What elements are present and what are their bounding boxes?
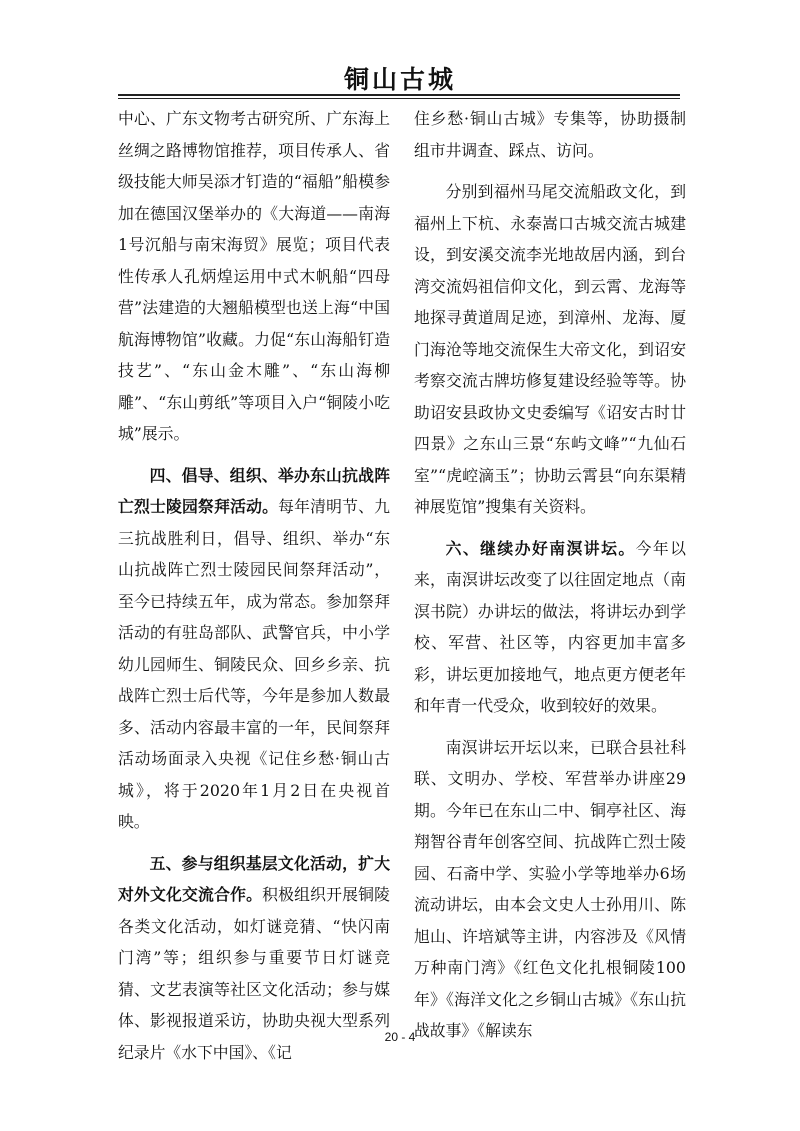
paragraph: 住乡愁·铜山古城》专集等，协助摄制组市井调查、踩点、访问。: [414, 109, 686, 160]
right-column: [414, 103, 686, 1047]
paragraph: [118, 460, 390, 838]
paragraph: 中心、广东文物考古研究所、广东海上丝绸之路博物馆推荐，项目传承人、省级技能大师吴添才钉造的“福船”船模参加在德国汉堡举办的《大海道——南海1号沉船与南宋海贸》展览；项目代表性传承人孔炳煌运用中式木帆船“四母营”法建造的大翘船模型也送上海“中国航海博物馆”收藏。力促“东山海船钉造技艺”、“东山金木雕”、“东山海柳雕”、“东山剪纸”等项目入户“铜陵小吃城”展示。: [118, 109, 390, 443]
paragraph-body: 每年清明节、九三抗战胜利日，倡导、组织、举办“东山抗战阵亡烈士陵园民间祭拜活动”，至今已持续五年，成为常态。参加祭拜活动的有驻岛部队、武警官兵，中小学幼儿园师生、铜陵民众、回乡乡亲、抗战阵亡烈士后代等，今年是参加人数最多、活动内容最丰富的一年，民间祭拜活动场面录入央视《记住乡愁·铜山古城》，将于2020年1月2日在央视首映。: [118, 497, 390, 831]
paragraph: 南溟讲坛开坛以来，已联合县社科联、文明办、学校、军营举办讲座29期。今年已在东山二中、铜亭社区、海翔智谷青年创客空间、抗战阵亡烈士陵园、石斋中学、实验小学等地举办6场流动讲坛，由本会文史人士孙用川、陈旭山、许培斌等主讲，内容涉及《风情万种南门湾》《红色文化扎根铜陵100年》《海洋文化之乡铜山古城》《东山抗战故事》《解读东: [414, 737, 686, 1040]
page-header-title: 铜山古城: [343, 65, 456, 94]
section-heading: 五、参与组织基层文化活动，扩大对外文化交流合作。: [118, 853, 390, 904]
paragraph: [414, 533, 686, 722]
page-number: 20 - 4: [384, 1030, 416, 1044]
header-rule-thick: [118, 94, 680, 96]
section-heading: 四、倡导、组织、举办东山抗战阵亡烈士陵园祭拜活动。: [118, 465, 390, 516]
section-heading: 六、继续办好南溟讲坛。: [445, 538, 636, 558]
header-rule-thin: [118, 98, 680, 99]
paragraph-body: 今年以来，南溟讲坛改变了以往固定地点（南溟书院）办讲坛的做法，将讲坛办到学校、军营、社区等，内容更加丰富多彩，讲坛更加接地气，地点更方便老年和年青一代受众，收到较好的效果。: [414, 538, 686, 715]
paragraph-body: 积极组织开展铜陵各类文化活动，如灯谜竞猜、“快闪南门湾”等；组织参与重要节日灯谜竞猜、文艺表演等社区文化活动；参与媒体、影视报道采访，协助央视大型系列纪录片《水下中国》、《记: [118, 885, 390, 1062]
paragraph: 分别到福州马尾交流船政文化，到福州上下杭、永泰嵩口古城交流古城建设，到安溪交流李光地故居内涵，到台湾交流妈祖信仰文化，到云霄、龙海等地探寻黄道周足迹，到漳州、龙海、厦门海沧等地交流保生大帝文化，到诏安考察交流古牌坊修复建设经验等等。协助诏安县政协文史委编写《诏安古时廿四景》之东山三景“东屿文峰”“九仙石室”“虎崆滴玉”；协助云霄县“向东渠精神展览馆”搜集有关资料。: [414, 182, 686, 516]
left-column: [118, 103, 390, 1068]
